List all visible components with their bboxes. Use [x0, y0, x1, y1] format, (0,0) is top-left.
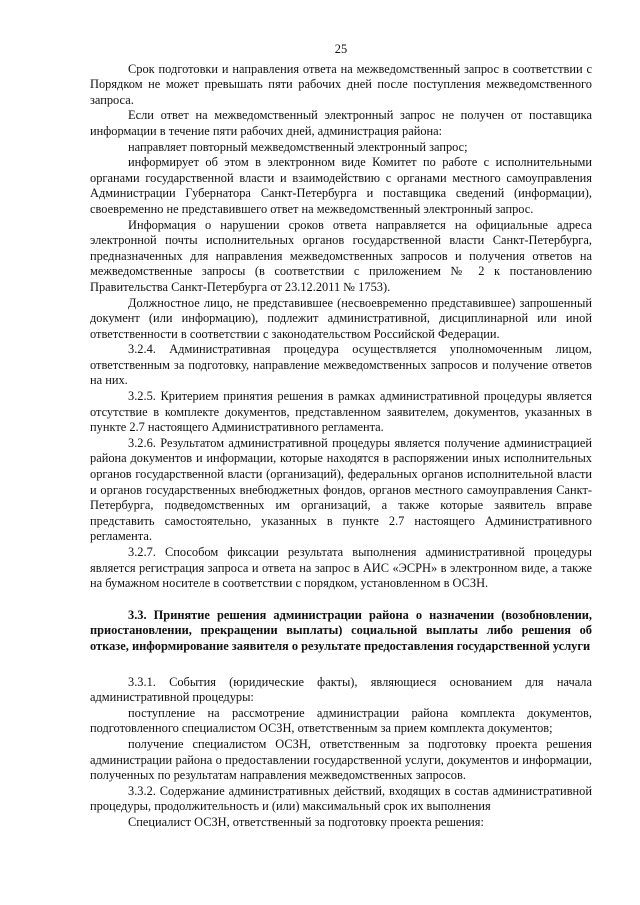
section-heading: 3.3. Принятие решения администрации района о назначении (возобновлении, приостановлении, прекращении выплаты) социальной выплаты либо решения об отказе, информирование заявителя о результате предоставления государственной услуги [90, 607, 592, 653]
paragraph: 3.2.7. Способом фиксации результата выполнения административной процедуры является регистрация запроса и ответа на запрос в АИС «ЭСРН» в электронном виде, а также на бумажном носителе в соответствии с порядком, установленном в ОСЗН. [90, 545, 592, 591]
paragraph: 3.2.6. Результатом административной процедуры является получение администрацией района документов и информации, которые находятся в распоряжении иных исполнительных органов государственной власти (организаций), федеральных органов исполнительной власти и органов государственных внебюджетных фондов, органов местного самоуправления Санкт-Петербурга, подведомственных им организаций, а также которые заявитель вправе представить самостоятельно, указанных в пункте 2.7 настоящего Административного регламента. [90, 435, 592, 544]
paragraph: Информация о нарушении сроков ответа направляется на официальные адреса электронной почты исполнительных органов государственной власти Санкт-Петербурга, предназначенных для направления межведомственных запросов и получения ответов на межведомственные запросы (в соответствии с приложением № 2 к постановлению Правительства Санкт-Петербурга от 23.12.2011 № 1753). [90, 217, 592, 294]
paragraph: 3.3.2. Содержание административных действий, входящих в состав административной процедуры, продолжительность и (или) максимальный срок их выполнения [90, 783, 592, 814]
paragraph: направляет повторный межведомственный электронный запрос; [128, 139, 468, 154]
paragraph: 3.2.5. Критерием принятия решения в рамках административной процедуры является отсутствие в комплекте документов, представленном заявителем, документов, указанных в пункте 2.7 настоящего Административного регламента. [90, 389, 592, 435]
spacer [90, 655, 592, 675]
paragraph: получение специалистом ОСЗН, ответственным за подготовку проекта решения администрации района о предоставлении государственной услуги, документов и информации, полученных по результатам направления межведомственных запросов. [90, 736, 592, 783]
paragraph: поступление на рассмотрение администрации района комплекта документов, подготовленного специалистом ОСЗН, ответственным за прием комплекта документов; [90, 705, 592, 736]
paragraph: 3.2.4. Административная процедура осуществляется уполномоченным лицом, ответственным за подготовку, направление межведомственных запросов и получение ответов на них. [90, 342, 592, 388]
paragraph: Специалист ОСЗН, ответственный за подготовку проекта решения: [128, 814, 484, 829]
paragraph: Должностное лицо, не представившее (несвоевременно представившее) запрошенный документ (или информацию), подлежит административной, дисциплинарной или иной ответственности в соответствии с законодательством Российской Федерации. [90, 295, 592, 341]
paragraph: Если ответ на межведомственный электронный запрос не получен от поставщика информации в течение пяти рабочих дней, администрация района: [90, 108, 592, 138]
paragraph: Срок подготовки и направления ответа на межведомственный запрос в соответствии с Порядком не может превышать пяти рабочих дней после поступления межведомственного запроса. [90, 61, 592, 107]
page-number: 25 [334, 42, 348, 56]
paragraph: информирует об этом в электронном виде Комитет по работе с исполнительными органами государственной власти и взаимодействию с органами местного самоуправления Администрации Губернатора Санкт-Петербурга и поставщика сведений (информации), своевременно не представившего ответ на межведомственный электронный запрос. [90, 155, 592, 216]
paragraph: 3.3.1. События (юридические факты), являющиеся основанием для начала административной процедуры: [90, 674, 592, 705]
